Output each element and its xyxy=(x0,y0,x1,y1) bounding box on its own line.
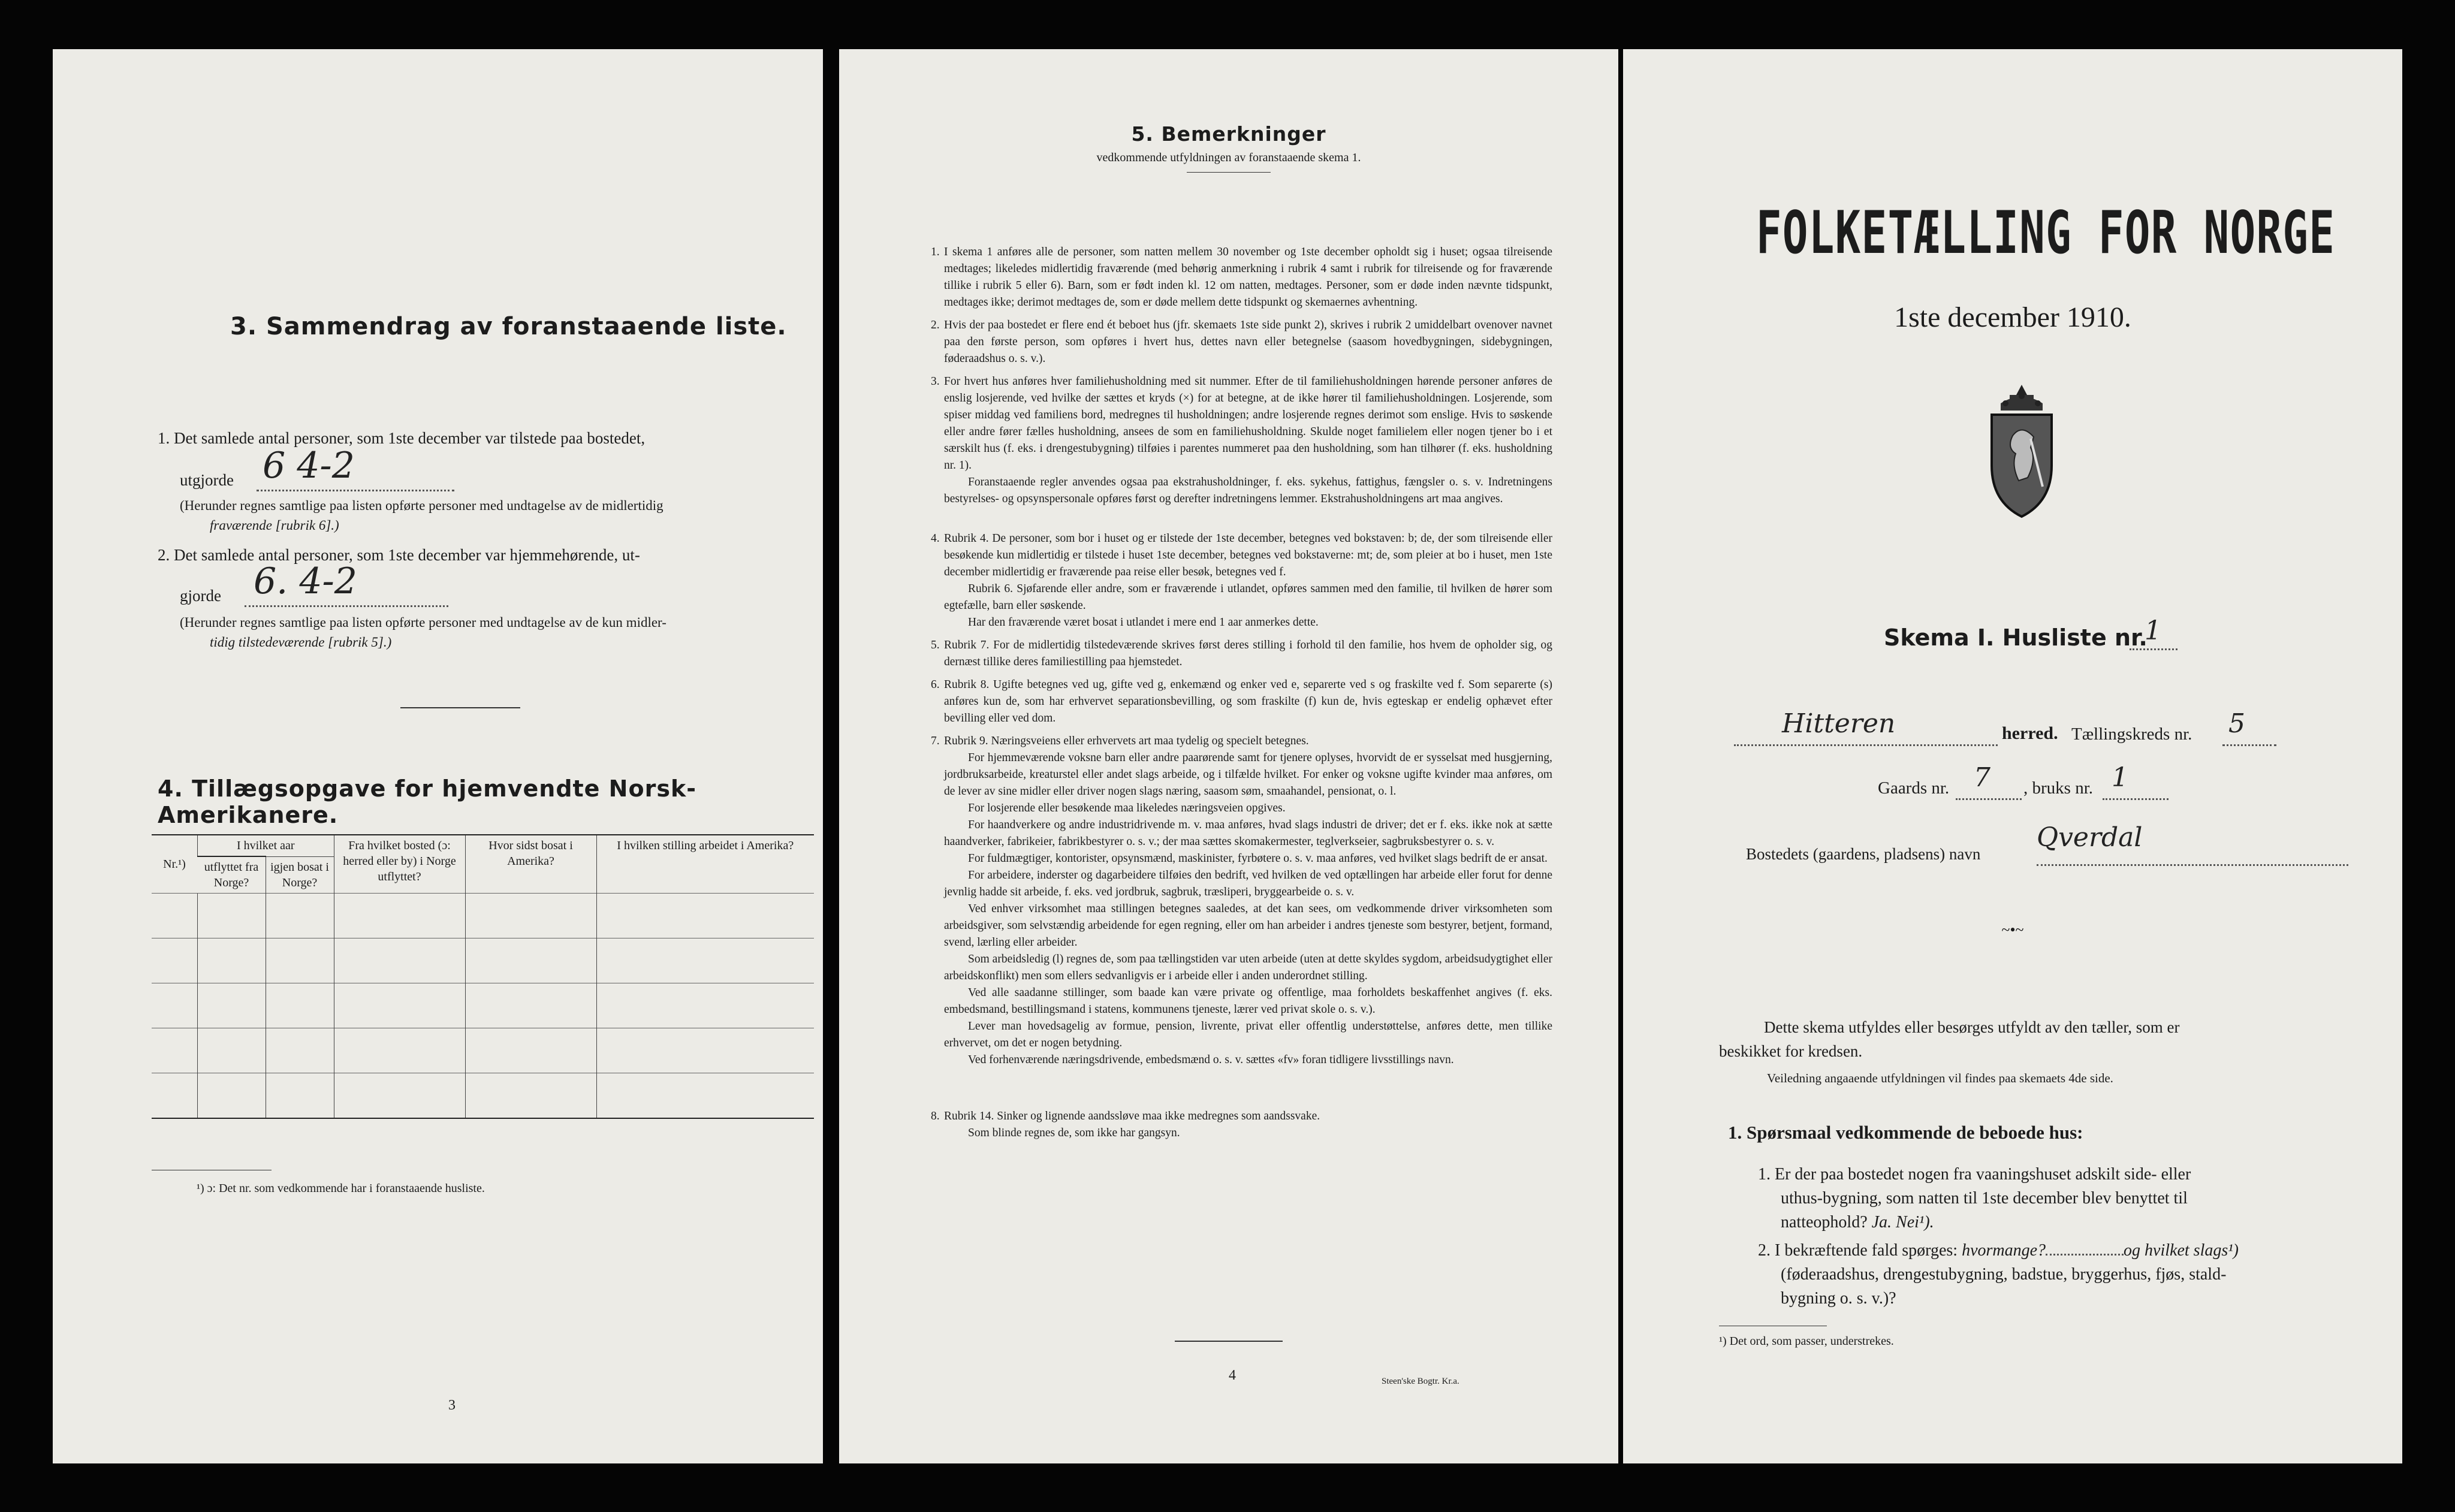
question-2: 2. I bekræftende fald spørges: hvormange? og hvilket slags¹) (føderaadshus, drengestubygning, badstue, bryggerhus, fjøs, stald- bygning o. s. v.)? xyxy=(1758,1241,2239,1308)
remark-item: 6. Rubrik 8. Ugifte betegnes ved ug, gifte ved g, enkemænd og enker ved e, separerte ved s og fraskilte ved f. Som separerte (s) anføres kun de, som har erhvervet separationsbevilling, og som fraskilte (f) kun de, hvis egteskap er endelig ophævet efter bevilling eller ved dom. xyxy=(944,677,1552,727)
table-row xyxy=(152,1028,814,1073)
remarks-title: 5. Bemerkninger xyxy=(1131,122,1326,146)
herred-value: Hitteren xyxy=(1782,708,1896,739)
question-1-lead: utgjorde xyxy=(180,471,234,489)
census-title: FOLKETÆLLING FOR NORGE xyxy=(1756,199,2336,267)
section-4-title: 4. Tillægsopgave for hjemvendte Norsk-Amerikanere. xyxy=(158,775,696,828)
page-number: 3 xyxy=(448,1398,456,1413)
question-1-note: (Herunder regnes samtlige paa listen opførte personer med undtagelse av de midlertidig fraværende [rubrik 6].) xyxy=(180,498,663,533)
divider xyxy=(400,707,520,708)
intro-text: Dette skema utfyldes eller besørges utfyldt av den tæller, som er beskikket for kredsen. xyxy=(1719,1018,2180,1060)
page-1 xyxy=(1623,49,2402,1463)
question-1-answer: 6 4-2 xyxy=(263,445,355,487)
remark-number: 3. xyxy=(931,375,940,388)
col-emigrated: utflyttet fra Norge? xyxy=(198,856,266,894)
footnote: ¹) Det ord, som passer, understrekes. xyxy=(1719,1335,1894,1348)
husliste-line xyxy=(2130,648,2177,650)
remark-number: 5. xyxy=(931,639,940,651)
question-2-answer: 6. 4-2 xyxy=(254,560,357,602)
question-2-answer-line xyxy=(245,605,448,607)
table-row xyxy=(152,983,814,1028)
skema-label: Skema I. Husliste nr. xyxy=(1884,624,2148,651)
herred-line xyxy=(1734,744,1998,746)
remark-number: 6. xyxy=(931,678,940,691)
remark-item: 3. For hvert hus anføres hver familiehusholdning med sit nummer. Efter de til familiehusholdningen hørende personer anføres de enslig losjerende, ved hvilke der sættes et kryds (×) for at betegne, at de ikke hører til familiehusholdningen. Losjerende, som spiser middag ved familiens bord, medregnes til husholdningen; andre losjerende regnes derimot som enslige. Hvis to søskende eller andre fører fælles husholdning, ansees de som en familiehusholdning. Skulde noget familielem eller nogen tjener bo i et særskilt hus (f. eks. i drengestubygning) tilføies i parentes nummeret paa den husholdning, som han tilhører (f. eks. husholdning nr. 1). Foranstaaende regler anvendes ogsaa paa ekstrahusholdninger, f. eks. sykehus, fattighus, fængsler o. s. v. Indretningens bestyrelses- og opsynspersonale opføres først og derefter indretningens lemmer. Ekstrahusholdningens art maa angives. xyxy=(944,373,1552,508)
remark-number: 4. xyxy=(931,532,940,545)
bosted-line xyxy=(2037,864,2348,866)
section-1-title: 1. Spørsmaal vedkommende de beboede hus: xyxy=(1728,1122,2083,1143)
bosted-value: Qverdal xyxy=(2037,822,2143,853)
census-date: 1ste december 1910. xyxy=(1894,301,2131,333)
col-nr: Nr.¹) xyxy=(152,835,198,894)
bruks-label: , bruks nr. xyxy=(2023,778,2093,798)
col-returned: igjen bosat i Norge? xyxy=(266,856,334,894)
remark-item: 2. Hvis der paa bostedet er flere end ét beboet hus (jfr. skemaets 1ste side punkt 2), skrives i rubrik 2 umiddelbart ovenover navnet paa den første person, som opføres i hvert hus, dettes navn eller betegnelse (saasom hovedbygningen, sidebygningen, føderaadshus o. s. v.). xyxy=(944,317,1552,367)
page-3 xyxy=(53,49,823,1463)
gaards-label: Gaards nr. xyxy=(1878,778,1950,798)
kreds-label: Tællingskreds nr. xyxy=(2071,725,2192,744)
col-position: I hvilken stilling arbeidet i Amerika? xyxy=(596,835,814,894)
bruks-value: 1 xyxy=(2112,762,2128,793)
remark-item: 8. Rubrik 14. Sinker og lignende aandssløve maa ikke medregnes som aandssvake. Som blinde regnes de, som ikke har gangsyn. xyxy=(944,1108,1552,1142)
question-1: 1. Er der paa bostedet nogen fra vaaningshuset adskilt side- eller uthus-bygning, som natten til 1ste december blev benyttet til natteophold? Ja. Nei¹). xyxy=(1758,1165,2191,1232)
herred-label: herred. xyxy=(2002,723,2058,743)
question-2-note: (Herunder regnes samtlige paa listen opførte personer med undtagelse av de kun midler- tidig tilstedeværende [rubrik 5].) xyxy=(180,615,666,650)
remark-number: 2. xyxy=(931,319,940,331)
remark-item: 5. Rubrik 7. For de midlertidig tilstedeværende skrives først deres stilling i forhold til den familie, hos hvem de opholder sig, og dernæst tillike deres familiestilling paa hjemstedet. xyxy=(944,637,1552,671)
printer-mark: Steen'ske Bogtr. Kr.a. xyxy=(1382,1377,1459,1386)
divider xyxy=(1175,1341,1283,1342)
col-last-residence: Hvor sidst bosat i Amerika? xyxy=(465,835,596,894)
question-2-text: 2. Det samlede antal personer, som 1ste december var hjemmehørende, ut- xyxy=(158,546,640,564)
question-1-answer-line xyxy=(257,490,454,491)
remark-item: 7. Rubrik 9. Næringsveiens eller erhvervets art maa tydelig og specielt betegnes. For hjemmeværende voksne barn eller andre paarørende samt for tjenere oplyses, hvorvidt de er sysselsat med husgjerning, jordbruksarbeide, kreaturstel eller andet slags arbeide, og i tilfælde hvilket. For enker og voksne ugifte kvinder maa anføres, om de lever av sine midler eller driver nogen slags næring, saasom søm, smaahandel, pensionat, o. l. For losjerende eller besøkende maa likeledes næringsveien opgives. For haandverkere og andre industridrivende m. v. maa anføres, hvad slags industri de driver; det er f. eks. ikke nok at sætte haandverker, fabrikeier, fabrikbestyrer o. s. v.; der maa sættes skomakermester, teglverkseier, sagbruksbestyrer o. s. v. For fuldmægtiger, kontorister, opsynsmænd, maskinister, fyrbøtere o. s. v. maa anføres, ved hvilket slags bedrift de er ansat. For arbeidere, inderster og dagarbeidere tilføies den bedrift, ved hvilken de ved optællingen har arbeide eller forut for denne jevnlig hadde sit arbeide, f. eks. ved jordbruk, sagbruk, træsliperi, bryggearbeide o. s. v. Ved enhver virksomhet maa stillingen betegnes saaledes, at det kan sees, om vedkommende driver virksomheten som arbeidsgiver, som selvstændig arbeidende for egen regning, eller om han arbeider i andres tjeneste som bestyrer, betjent, formand, svend, lærling eller arbeider. Som arbeidsledig (l) regnes de, som paa tællingstiden var uten arbeide (uten at dette skyldes sygdom, arbeidsudygtighet eller arbeidskonflikt) men som ellers sedvanligvis er i arbeide eller i anden underordnet stilling. Ved alle saadanne stillinger, som baade kan være private og offentlige, maa forholdets beskaffenhet angives (f. eks. embedsmand, bestillingsmand i statens, kommunens tjeneste, lærer ved privat skole o. s. v.). Lever man hovedsagelig av formue, pension, livrente, privat eller offentlig understøttelse, anføres dette, men tillike erhvervet, om det er nogen betydning. Ved forhenværende næringsdrivende, embedsmænd o. s. v. sættes «fv» foran tidligere livsstillings navn. xyxy=(944,733,1552,1069)
ornament-icon: ~•~ xyxy=(2001,921,2024,938)
norsk-amerikanere-table xyxy=(152,834,814,1119)
col-year-group: I hvilket aar xyxy=(198,835,334,856)
veiledning-note: Veiledning angaaende utfyldningen vil findes paa skemaets 4de side. xyxy=(1767,1071,2113,1085)
bruks-line xyxy=(2103,798,2169,800)
remark-item: 1. I skema 1 anføres alle de personer, som natten mellem 30 november og 1ste december opholdt sig i huset; ogsaa tilreisende medtages; likeledes midlertidig fraværende (med behørig anmerkning i rubrik 4 samt i rubrik for tilreisende og for fraværende tillike i rubrik 5 eller 6). Barn, som er født inden kl. 12 om natten, medtages. Personer, som er døde inden nævnte tidspunkt, medtages ikke; derimot medtages de, som er døde mellem dette tidspunkt og skemaernes avhentning. xyxy=(944,244,1552,311)
remark-number: 7. xyxy=(931,735,940,747)
table-row xyxy=(152,1073,814,1119)
section-3-title: 3. Sammendrag av foranstaaende liste. xyxy=(230,313,787,340)
husliste-number: 1 xyxy=(2145,615,2161,646)
page-number: 4 xyxy=(1229,1368,1236,1383)
question-1-text: 1. Det samlede antal personer, som 1ste december var tilstede paa bostedet, xyxy=(158,429,646,447)
gaards-value: 7 xyxy=(1974,762,1990,793)
remark-number: 1. xyxy=(931,246,940,258)
table-row xyxy=(152,894,814,938)
page-4 xyxy=(839,49,1618,1463)
gaards-line xyxy=(1956,798,2022,800)
norway-coat-of-arms-icon xyxy=(1977,382,2067,520)
remarks-subtitle: vedkommende utfyldningen av foranstaaende skema 1. xyxy=(1096,151,1361,164)
kreds-line xyxy=(2222,744,2276,746)
remark-item: 4. Rubrik 4. De personer, som bor i huset og er tilstede der 1ste december, betegnes ved bokstaven: b; de, der som tilreisende eller besøkende kun midlertidig er tilstede i huset 1ste december, betegnes ved bokstaverne: mt; de, som pleier at bo i huset, men 1ste december midlertidig er fraværende paa reise eller besøk, betegnes ved f. Rubrik 6. Sjøfarende eller andre, som er fraværende i utlandet, opføres sammen med den familie, til hvilken de hører som egtefælle, barn eller søskende. Har den fraværende været bosat i utlandet i mere end 1 aar anmerkes dette. xyxy=(944,530,1552,631)
table-row xyxy=(152,938,814,983)
kreds-value: 5 xyxy=(2228,708,2245,739)
remark-number: 8. xyxy=(931,1110,940,1122)
question-2-lead: gjorde xyxy=(180,587,221,605)
bosted-label: Bostedets (gaardens, pladsens) navn xyxy=(1746,845,1981,863)
divider xyxy=(1187,172,1271,173)
footnote: ¹) ɔ: Det nr. som vedkommende har i foranstaaende husliste. xyxy=(197,1182,485,1195)
col-from-place: Fra hvilket bosted (ɔ: herred eller by) i Norge utflyttet? xyxy=(334,835,465,894)
